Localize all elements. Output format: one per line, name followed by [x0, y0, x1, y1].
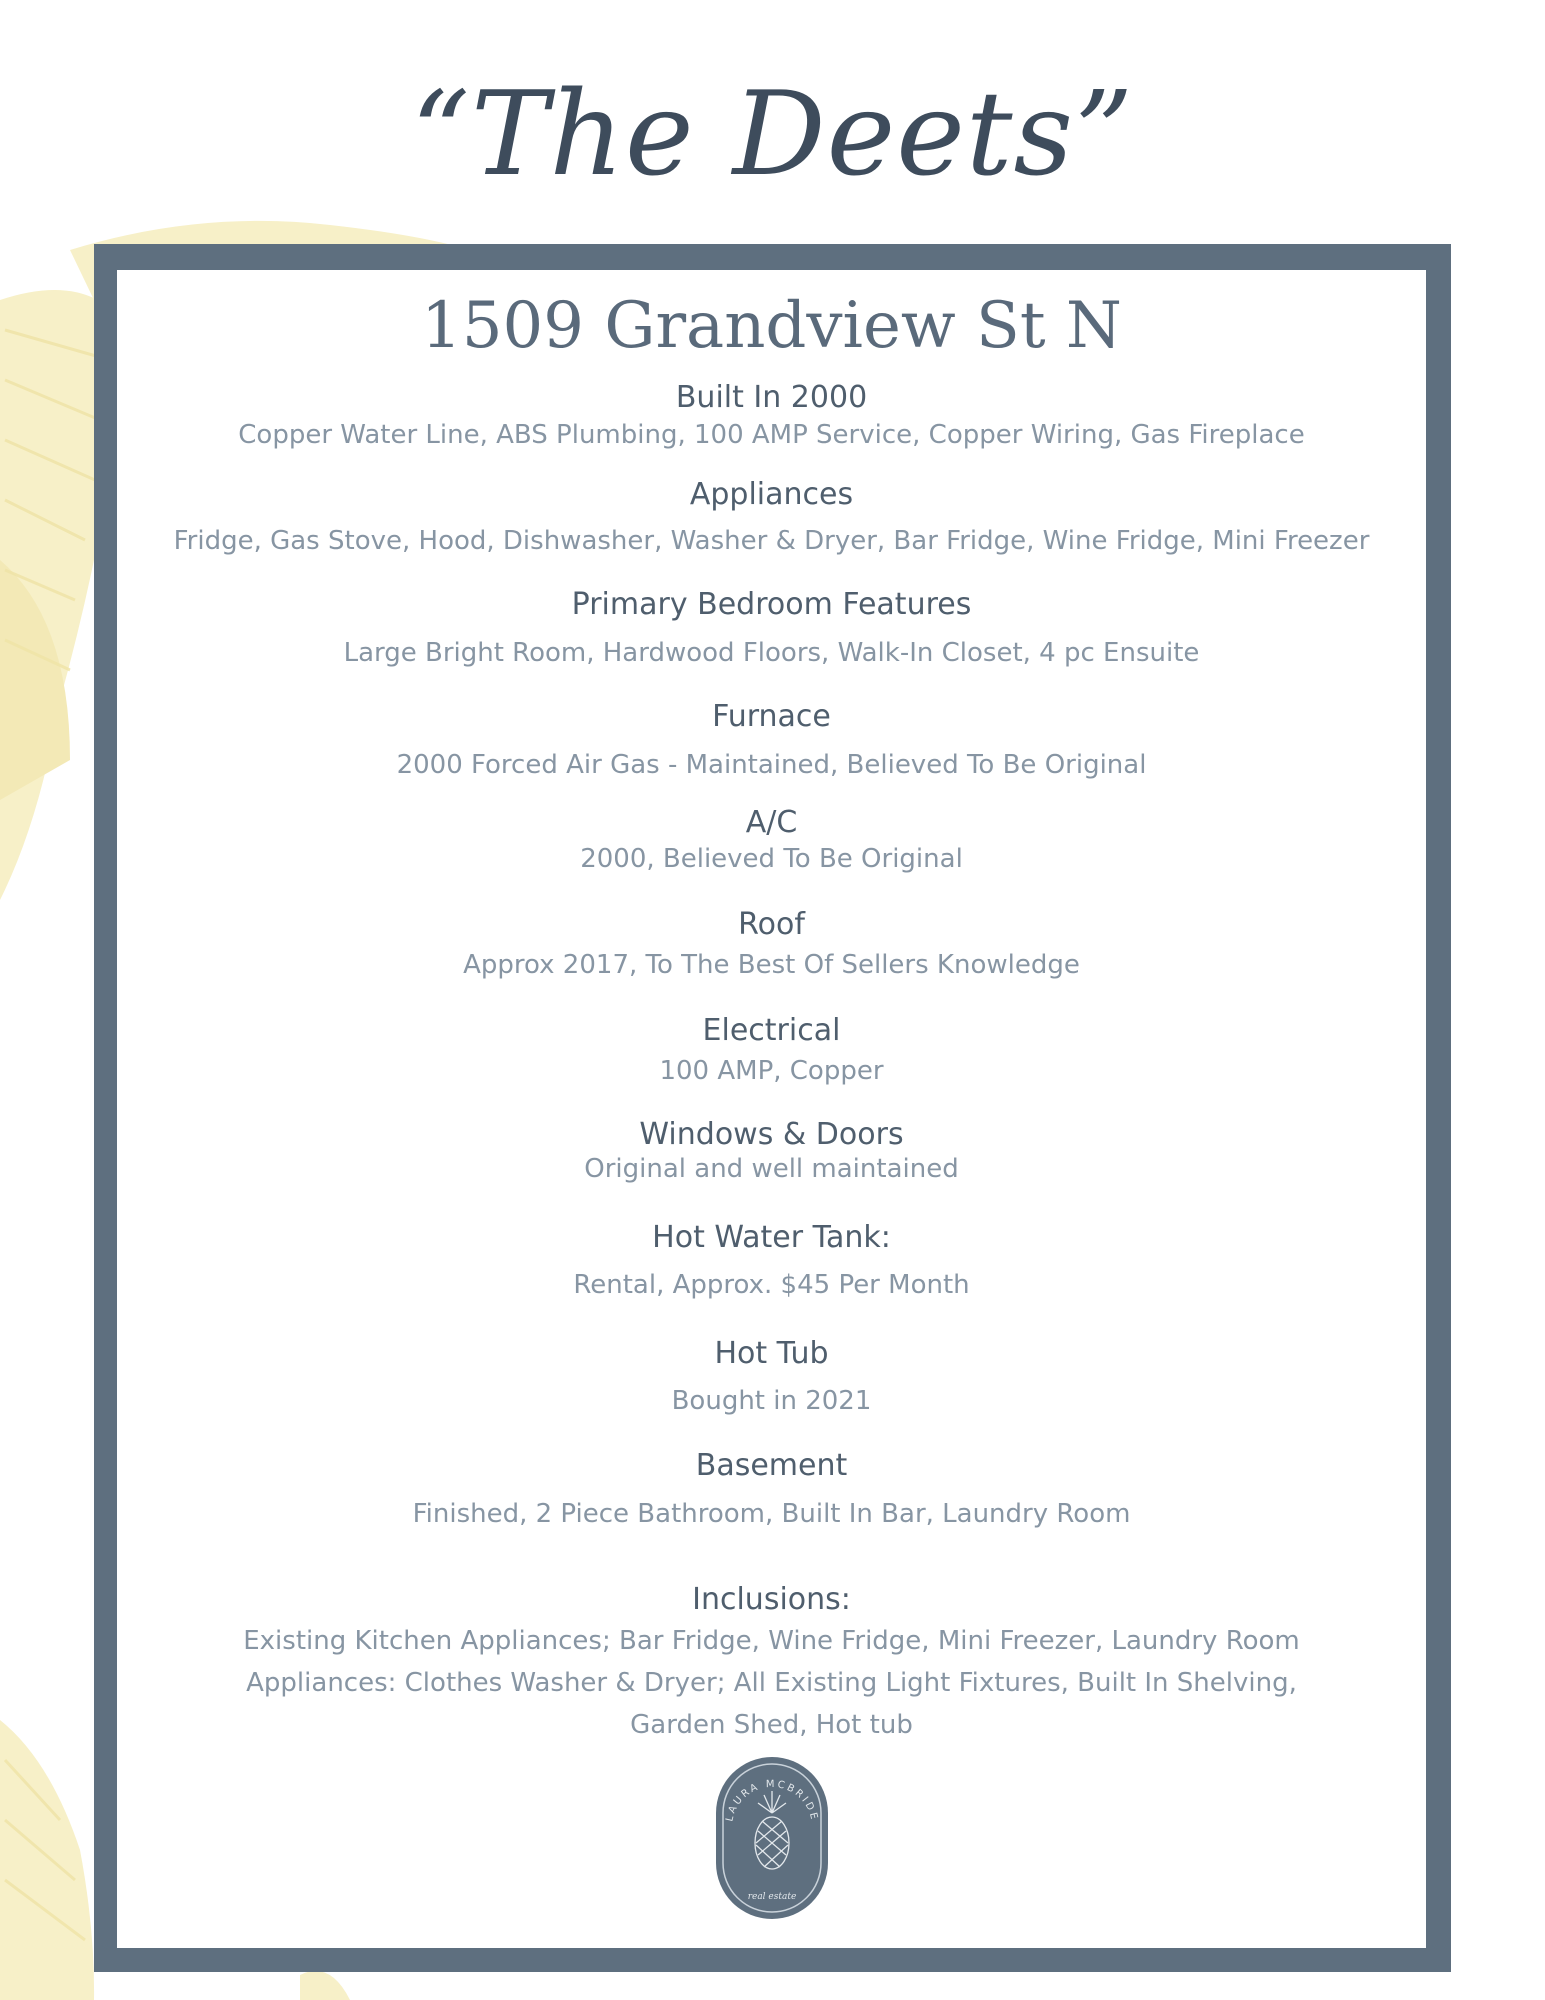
logo-ring-text: LAURA MCBRIDE [724, 1778, 820, 1823]
section-title: Inclusions: [692, 1582, 851, 1617]
section-title: A/C [745, 805, 798, 840]
section-title: Primary Bedroom Features [571, 587, 972, 622]
property-address: 1509 Grandview St N [421, 289, 1122, 363]
details-card [117, 270, 1426, 1948]
section-title: Hot Tub [714, 1336, 829, 1371]
logo-footer-script: real estate [747, 1892, 797, 1902]
section-text: 100 AMP, Copper [659, 1056, 884, 1086]
section-text: Finished, 2 Piece Bathroom, Built In Bar, Laundry Room [412, 1499, 1131, 1529]
section-title: Appliances [689, 477, 854, 512]
section-text: Rental, Approx. $45 Per Month [573, 1270, 970, 1300]
inclusions-line: Existing Kitchen Appliances; Bar Fridge, Wine Fridge, Mini Freezer, Laundry Room [243, 1626, 1300, 1656]
section-title: Hot Water Tank: [652, 1220, 891, 1255]
section-title: Electrical [702, 1013, 841, 1048]
inclusions-line: Appliances: Clothes Washer & Dryer; All Existing Light Fixtures, Built In Shelving, [246, 1668, 1297, 1698]
section-text: Copper Water Line, ABS Plumbing, 100 AMP Service, Copper Wiring, Gas Fireplace [238, 420, 1305, 450]
section-title: Roof [738, 907, 805, 942]
section-text: Bought in 2021 [671, 1386, 872, 1416]
section-text: 2000, Believed To Be Original [580, 844, 963, 874]
inclusions-line: Garden Shed, Hot tub [630, 1710, 913, 1740]
section-text: Approx 2017, To The Best Of Sellers Knowledge [463, 950, 1080, 980]
section-title: Basement [695, 1448, 848, 1483]
section-text: Original and well maintained [584, 1154, 959, 1184]
section-text: 2000 Forced Air Gas - Maintained, Believed To Be Original [396, 750, 1147, 780]
section-text: Fridge, Gas Stove, Hood, Dishwasher, Washer & Dryer, Bar Fridge, Wine Fridge, Mini Freezer [173, 526, 1370, 556]
script-title: “The Deets” [410, 67, 1135, 202]
brand-logo [714, 1755, 830, 1921]
section-title: Furnace [712, 699, 831, 734]
section-title: Built In 2000 [675, 380, 868, 415]
section-text: Large Bright Room, Hardwood Floors, Walk-In Closet, 4 pc Ensuite [343, 638, 1200, 668]
section-title: Windows & Doors [639, 1117, 904, 1152]
